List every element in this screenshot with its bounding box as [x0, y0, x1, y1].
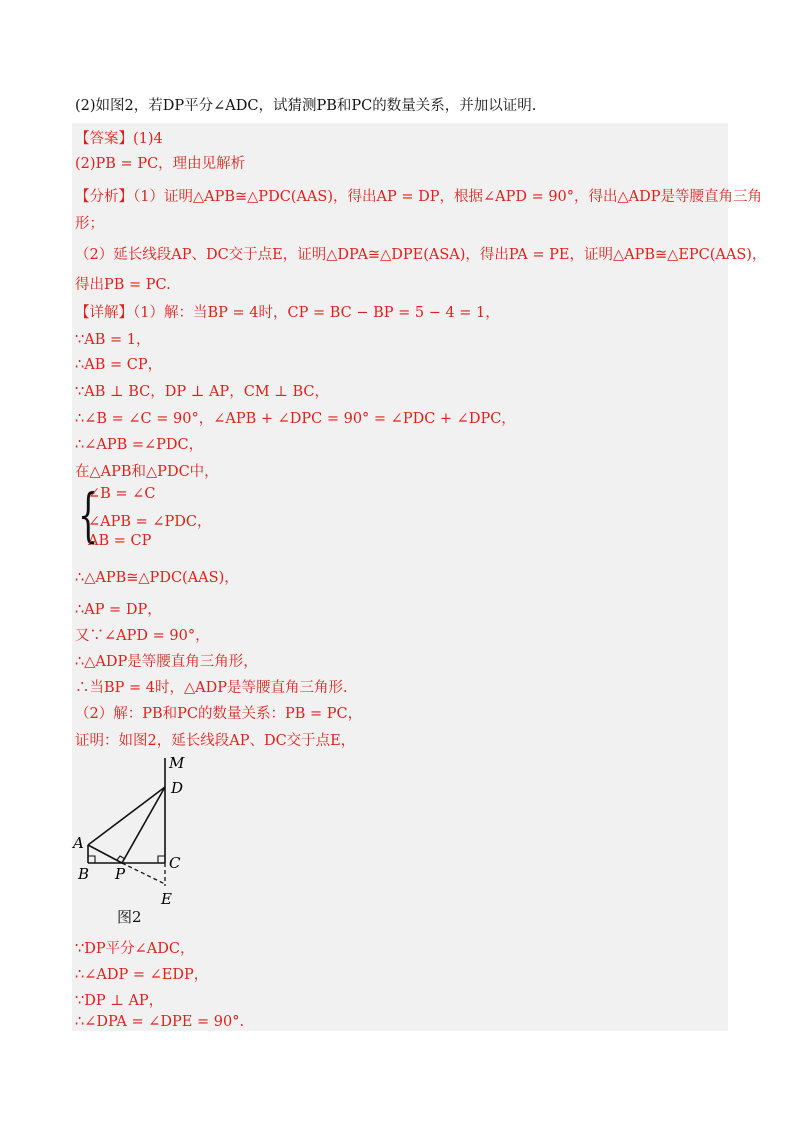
detail-line-8: ∴△APB≅△PDC(AAS)， — [75, 570, 239, 586]
brace-symbol: { — [78, 481, 99, 549]
proof-line-3: ∵DP ⊥ AP， — [75, 993, 164, 1009]
analysis-line-3: （2）延长线段AP、DC交于点E，证明△DPA≅△DPE(ASA)，得出PA = PE，证明△APB≅△EPC(AAS)， — [75, 247, 767, 263]
question-text: (2)如图2，若DP平分∠ADC，试猜测PB和PC的数量关系，并加以证明. — [75, 98, 537, 114]
system-line-3: AB = CP — [88, 533, 152, 549]
detail-line-10: 又∵∠APD = 90°， — [75, 628, 210, 644]
detail-line-13: （2）解：PB和PC的数量关系：PB = PC， — [75, 706, 363, 722]
label-a: A — [73, 834, 84, 852]
line-pe — [122, 863, 165, 884]
detail-line-4: ∵AB ⊥ BC，DP ⊥ AP，CM ⊥ BC， — [75, 384, 330, 400]
answer-line-2 — [75, 152, 245, 173]
line-ad — [88, 787, 165, 845]
label-c: C — [169, 854, 181, 872]
right-angle-c — [158, 856, 165, 863]
label-b: B — [78, 865, 90, 883]
answer-line-1 — [75, 127, 163, 148]
detail-line-11: ∴△ADP是等腰直角三角形， — [75, 654, 258, 670]
analysis-line-2: 形； — [75, 216, 104, 232]
detail-line-9: ∴AP = DP， — [75, 602, 162, 618]
answer-part2-tail: ，理由见解析 — [158, 156, 246, 172]
figure-caption: 图2 — [117, 908, 142, 926]
detail-line-5: ∴∠B = ∠C = 90°，∠APB + ∠DPC = 90° = ∠PDC + ∠DPC， — [75, 411, 516, 427]
detail-line-2: ∵AB = 1， — [75, 332, 151, 348]
detail-line-12: ∴当BP = 4时，△ADP是等腰直角三角形. — [75, 680, 348, 696]
proof-line-4: ∴∠DPA = ∠DPE = 90°. — [75, 1014, 245, 1030]
label-d: D — [171, 779, 184, 797]
right-angle-b — [88, 856, 95, 863]
label-e: E — [161, 890, 172, 908]
line-ap — [88, 845, 122, 863]
analysis-line-4: 得出PB = PC. — [75, 277, 171, 293]
analysis-line-1: 【分析】（1）证明△APB≅△PDC(AAS)，得出AP = DP，根据∠APD = 90°，得出△ADP是等腰直角三角 — [75, 189, 763, 205]
answer-part1: (1)4 — [133, 131, 163, 147]
label-m: M — [169, 754, 185, 772]
geometry-figure — [70, 752, 210, 927]
answer-part2: (2)PB = PC — [75, 156, 159, 172]
proof-line-1: ∵DP平分∠ADC， — [75, 941, 195, 957]
detail-line-7: 在△APB和△PDC中， — [75, 464, 219, 480]
detail-line-1: 【详解】（1）解：当BP = 4时，CP = BC − BP = 5 − 4 = 1， — [75, 305, 500, 321]
label-p: P — [115, 865, 126, 883]
detail-line-14: 证明：如图2，延长线段AP、DC交于点E， — [75, 733, 356, 749]
proof-line-2: ∴∠ADP = ∠EDP， — [75, 967, 209, 983]
system-line-2: ∠APB = ∠PDC， — [88, 514, 212, 530]
line-dp — [122, 787, 165, 863]
answer-label: 【答案】 — [75, 131, 133, 147]
detail-line-6: ∴∠APB =∠PDC， — [75, 437, 204, 453]
system-line-1: ∠B = ∠C — [88, 486, 156, 502]
figure-svg — [70, 752, 210, 927]
detail-line-3: ∴AB = CP， — [75, 357, 163, 373]
